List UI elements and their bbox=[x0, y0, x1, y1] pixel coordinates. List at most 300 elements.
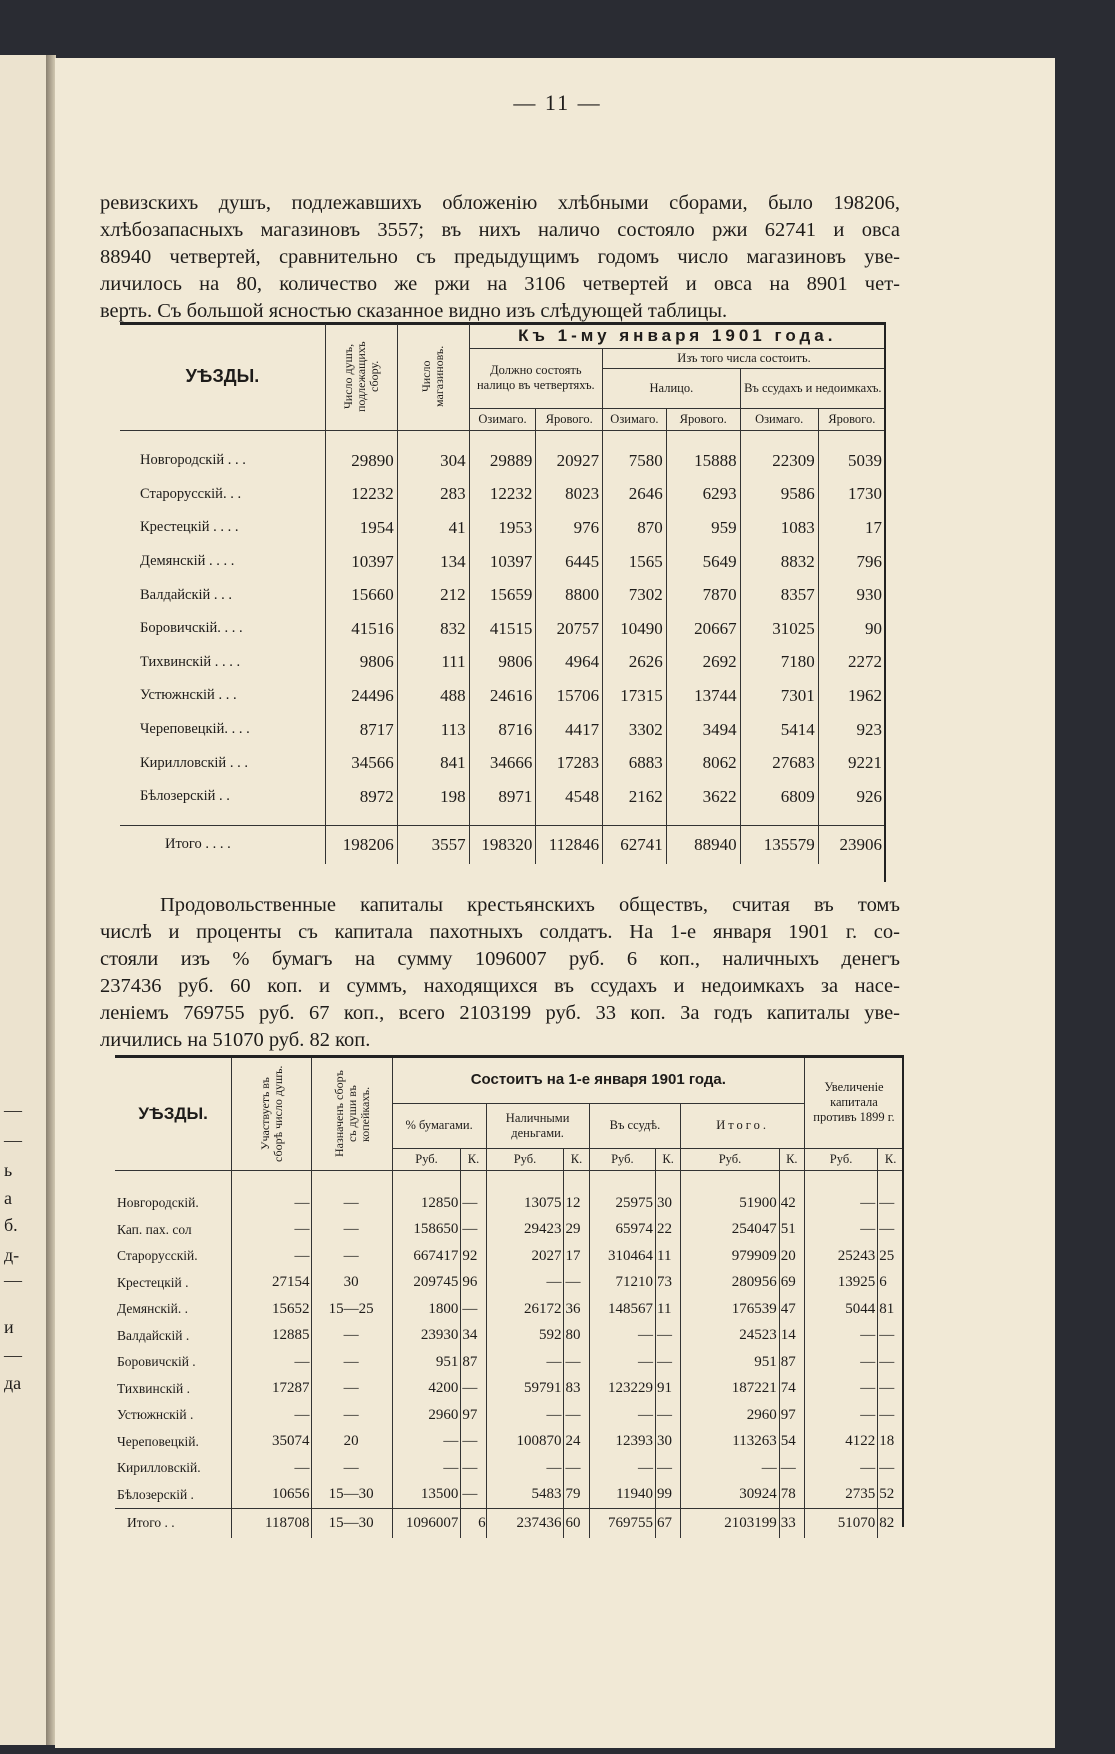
uezd-header: УѢЗДЫ. bbox=[115, 1058, 232, 1170]
table-cell: 24 bbox=[564, 1429, 589, 1456]
table-cell: — bbox=[656, 1323, 681, 1350]
table-cell: 23930 bbox=[392, 1323, 461, 1350]
table-cell: 11 bbox=[656, 1243, 681, 1270]
table-cell: — bbox=[486, 1270, 564, 1297]
table-cell: 36 bbox=[564, 1296, 589, 1323]
uezd-name: Кирилловскій . . . bbox=[140, 754, 248, 771]
table-row bbox=[115, 1296, 903, 1323]
table-cell: 69 bbox=[779, 1270, 804, 1297]
table-cell: — bbox=[461, 1190, 486, 1217]
left-fragment: и bbox=[4, 1317, 14, 1337]
table-row bbox=[115, 1376, 903, 1403]
table-cell: 979909 bbox=[681, 1243, 780, 1270]
left-fragment: — bbox=[4, 1345, 22, 1365]
table-cell: 796 bbox=[818, 545, 885, 579]
table-cell: — bbox=[232, 1243, 312, 1270]
table-cell: 113 bbox=[397, 713, 469, 747]
capital-table bbox=[115, 1058, 903, 1538]
left-fragment: ь bbox=[4, 1160, 13, 1180]
table-cell: 2960 bbox=[681, 1402, 780, 1429]
table-row bbox=[120, 444, 885, 478]
table-cell: — bbox=[878, 1455, 903, 1482]
table-cell: 18 bbox=[878, 1429, 903, 1456]
left-page-edge bbox=[0, 55, 49, 1745]
table-cell: — bbox=[589, 1455, 655, 1482]
table-cell: 9221 bbox=[818, 746, 885, 780]
table-cell: 1962 bbox=[818, 679, 885, 713]
table-cell: 5044 bbox=[804, 1296, 877, 1323]
uezd-name: Крестецкій . . . . bbox=[140, 519, 239, 536]
table-row bbox=[115, 1243, 903, 1270]
table-cell: 4417 bbox=[536, 713, 603, 747]
table-row bbox=[120, 478, 885, 512]
kop-header: К. bbox=[461, 1148, 486, 1170]
papers-header: % бумагами. bbox=[392, 1103, 486, 1148]
table-cell: 10656 bbox=[232, 1482, 312, 1509]
of-header: Изъ того числа состоитъ. bbox=[603, 348, 885, 368]
table-cell: — bbox=[656, 1402, 681, 1429]
table-cell: — bbox=[392, 1455, 461, 1482]
uezd-name: Бѣлозерскій . bbox=[117, 1486, 194, 1502]
table-cell: 97 bbox=[461, 1402, 486, 1429]
total-cell: 23906 bbox=[818, 826, 885, 864]
table-cell: 90 bbox=[818, 612, 885, 646]
table-cell: 10490 bbox=[603, 612, 667, 646]
table-cell: 17283 bbox=[536, 746, 603, 780]
table-cell: 1565 bbox=[603, 545, 667, 579]
table-cell: 65974 bbox=[589, 1217, 655, 1244]
incr-header: Увеличеніе капитала противъ 1899 г. bbox=[804, 1058, 903, 1148]
sub-header: Озимаго. bbox=[469, 408, 536, 430]
table-cell: 29 bbox=[564, 1217, 589, 1244]
table-cell: 976 bbox=[536, 511, 603, 545]
total-cell: 67 bbox=[656, 1508, 681, 1538]
table-cell: 6445 bbox=[536, 545, 603, 579]
table-cell: — bbox=[804, 1349, 877, 1376]
table-cell: 1800 bbox=[392, 1296, 461, 1323]
table-cell: — bbox=[312, 1243, 392, 1270]
table-cell: 283 bbox=[397, 478, 469, 512]
table-cell: 91 bbox=[656, 1376, 681, 1403]
uezd-name: Череповецкій. bbox=[117, 1433, 199, 1449]
text-line: хлѣбозапасныхъ магазиновъ 3557; въ нихъ наличо состояло ржи 62741 и овса bbox=[100, 219, 900, 241]
table-cell: 30 bbox=[312, 1270, 392, 1297]
table-cell: 42 bbox=[779, 1190, 804, 1217]
table-cell: 15—25 bbox=[312, 1296, 392, 1323]
table-cell: — bbox=[681, 1455, 780, 1482]
table-cell: — bbox=[486, 1349, 564, 1376]
table-cell: 2272 bbox=[818, 646, 885, 680]
table-cell: 12232 bbox=[325, 478, 397, 512]
sub-header: Озимаго. bbox=[740, 408, 818, 430]
sub-header: Ярового. bbox=[818, 408, 885, 430]
table-cell: 8357 bbox=[740, 578, 818, 612]
table-cell: — bbox=[232, 1217, 312, 1244]
table-cell: 187221 bbox=[681, 1376, 780, 1403]
text-line: 237436 руб. 60 коп. и суммъ, находящихся въ ссудахъ и недоимкахъ за насе- bbox=[100, 975, 900, 997]
table-cell: 25975 bbox=[589, 1190, 655, 1217]
table-cell: 22309 bbox=[740, 444, 818, 478]
table-cell: 123229 bbox=[589, 1376, 655, 1403]
text-line: стояли изъ % бумагъ на сумму 1096007 руб. 6 коп., наличныхъ денегъ bbox=[100, 948, 900, 970]
table-cell: 1730 bbox=[818, 478, 885, 512]
table-cell: 8832 bbox=[740, 545, 818, 579]
table-cell: 51 bbox=[779, 1217, 804, 1244]
table-cell: 7302 bbox=[603, 578, 667, 612]
kop-header: К. bbox=[564, 1148, 589, 1170]
table-cell: 8972 bbox=[325, 780, 397, 814]
table-cell: — bbox=[232, 1455, 312, 1482]
table-cell: 2162 bbox=[603, 780, 667, 814]
table-cell: — bbox=[461, 1482, 486, 1509]
table-row bbox=[120, 511, 885, 545]
table-cell: — bbox=[486, 1402, 564, 1429]
table-row bbox=[120, 713, 885, 747]
table-cell: 92 bbox=[461, 1243, 486, 1270]
table-cell: 27683 bbox=[740, 746, 818, 780]
table-cell: 2735 bbox=[804, 1482, 877, 1509]
table-cell: — bbox=[804, 1190, 877, 1217]
date-header: Къ 1-му января 1901 года. bbox=[469, 324, 885, 348]
table-cell: 280956 bbox=[681, 1270, 780, 1297]
table-cell: 51900 bbox=[681, 1190, 780, 1217]
kop-header: К. bbox=[878, 1148, 903, 1170]
table-cell: 41515 bbox=[469, 612, 536, 646]
table-cell: 254047 bbox=[681, 1217, 780, 1244]
table-cell: 4122 bbox=[804, 1429, 877, 1456]
table-cell: 35074 bbox=[232, 1429, 312, 1456]
table-cell: 29889 bbox=[469, 444, 536, 478]
uezd-name: Крестецкій . bbox=[117, 1274, 189, 1290]
table-cell: 4548 bbox=[536, 780, 603, 814]
table-cell: 8062 bbox=[666, 746, 740, 780]
table-cell: — bbox=[461, 1429, 486, 1456]
table-row bbox=[115, 1217, 903, 1244]
sub-header: Ярового. bbox=[666, 408, 740, 430]
table-cell: 12885 bbox=[232, 1323, 312, 1350]
table-cell: — bbox=[589, 1349, 655, 1376]
table-cell: 78 bbox=[779, 1482, 804, 1509]
table-cell: 870 bbox=[603, 511, 667, 545]
table-cell: 6883 bbox=[603, 746, 667, 780]
table-cell: 7301 bbox=[740, 679, 818, 713]
table-cell: 24523 bbox=[681, 1323, 780, 1350]
table-cell: 5039 bbox=[818, 444, 885, 478]
table-cell: 1953 bbox=[469, 511, 536, 545]
table-cell: 923 bbox=[818, 713, 885, 747]
rub-header: Руб. bbox=[392, 1148, 461, 1170]
table-cell: 8716 bbox=[469, 713, 536, 747]
uezd-name: Старорусскій. bbox=[117, 1248, 198, 1264]
table-cell: — bbox=[312, 1190, 392, 1217]
table-cell: 13744 bbox=[666, 679, 740, 713]
table-cell: 6809 bbox=[740, 780, 818, 814]
table-cell: 12 bbox=[564, 1190, 589, 1217]
table1-total-row bbox=[120, 826, 885, 864]
uezd-name: Череповецкій. . . . bbox=[140, 721, 250, 738]
kop-header: К. bbox=[656, 1148, 681, 1170]
total-cell: 51070 bbox=[804, 1508, 877, 1538]
total-cell: 82 bbox=[878, 1508, 903, 1538]
table-cell: — bbox=[232, 1190, 312, 1217]
table-cell: 99 bbox=[656, 1482, 681, 1509]
text-line: верть. Съ большой ясностью сказанное видно изъ слѣдующей таблицы. bbox=[100, 300, 728, 322]
table-cell: — bbox=[312, 1455, 392, 1482]
total-cell: 135579 bbox=[740, 826, 818, 864]
text-line: леніемъ 769755 руб. 67 коп., всего 2103199 руб. 33 коп. За годъ капиталы уве- bbox=[100, 1002, 900, 1024]
uezd-header: УѢЗДЫ. bbox=[120, 324, 325, 430]
table-cell: 209745 bbox=[392, 1270, 461, 1297]
table1-right-rule bbox=[884, 322, 886, 882]
uezd-name: Устюжнскій . bbox=[117, 1407, 194, 1423]
table-cell: 96 bbox=[461, 1270, 486, 1297]
uezd-name: Тихвинскій . . . . bbox=[140, 653, 241, 670]
table-cell: 47 bbox=[779, 1296, 804, 1323]
table-cell: 25 bbox=[878, 1243, 903, 1270]
table-cell: — bbox=[589, 1323, 655, 1350]
table-cell: — bbox=[804, 1323, 877, 1350]
uezd-name: Тихвинскій . bbox=[117, 1380, 190, 1396]
left-fragment: да bbox=[4, 1373, 22, 1393]
table-row bbox=[115, 1323, 903, 1350]
table-cell: — bbox=[461, 1217, 486, 1244]
total-label: Итого . . bbox=[127, 1515, 175, 1531]
table-cell: 5414 bbox=[740, 713, 818, 747]
table-cell: 73 bbox=[656, 1270, 681, 1297]
left-fragment: — bbox=[4, 1100, 22, 1120]
table-cell: 12232 bbox=[469, 478, 536, 512]
table-cell: 52 bbox=[878, 1482, 903, 1509]
table-cell: 17 bbox=[818, 511, 885, 545]
loans-header: Въ ссудахъ и недоимкахъ. bbox=[740, 368, 885, 408]
table-cell: — bbox=[804, 1376, 877, 1403]
table-cell: 198 bbox=[397, 780, 469, 814]
table-cell: 930 bbox=[818, 578, 885, 612]
total-cell: 198320 bbox=[469, 826, 536, 864]
table-cell: 926 bbox=[818, 780, 885, 814]
rate-header: Назначенъ сборъ съ души въ копейкахъ. bbox=[312, 1058, 392, 1170]
table-cell: — bbox=[564, 1402, 589, 1429]
table-cell: 488 bbox=[397, 679, 469, 713]
table-cell: 13075 bbox=[486, 1190, 564, 1217]
table-cell: — bbox=[312, 1323, 392, 1350]
table-cell: 3302 bbox=[603, 713, 667, 747]
table-cell: 11 bbox=[656, 1296, 681, 1323]
table-cell: 8717 bbox=[325, 713, 397, 747]
table-cell: 212 bbox=[397, 578, 469, 612]
table-cell: 41 bbox=[397, 511, 469, 545]
table-cell: 34 bbox=[461, 1323, 486, 1350]
table-cell: 17 bbox=[564, 1243, 589, 1270]
table-cell: — bbox=[656, 1455, 681, 1482]
table-cell: — bbox=[804, 1217, 877, 1244]
table-cell: 26172 bbox=[486, 1296, 564, 1323]
table-cell: 3622 bbox=[666, 780, 740, 814]
table-cell: 12850 bbox=[392, 1190, 461, 1217]
uezd-name: Устюжнскій . . . bbox=[140, 687, 237, 704]
due-header: Должно состоять налицо въ четвертяхъ. bbox=[469, 348, 602, 408]
table-cell: 10397 bbox=[325, 545, 397, 579]
cash-header: Наличными деньгами. bbox=[486, 1103, 589, 1148]
table-cell: — bbox=[804, 1455, 877, 1482]
table-cell: 87 bbox=[779, 1349, 804, 1376]
total-cell: 33 bbox=[779, 1508, 804, 1538]
table-row bbox=[120, 612, 885, 646]
table2-right-rule bbox=[902, 1055, 904, 1527]
table-cell: 34666 bbox=[469, 746, 536, 780]
table-cell: 20757 bbox=[536, 612, 603, 646]
table-cell: 29890 bbox=[325, 444, 397, 478]
table-cell: 22 bbox=[656, 1217, 681, 1244]
table-cell: 841 bbox=[397, 746, 469, 780]
table-cell: 34566 bbox=[325, 746, 397, 780]
uezd-name: Валдайскій . bbox=[117, 1327, 190, 1343]
table-row bbox=[115, 1482, 903, 1509]
total-cell: 88940 bbox=[666, 826, 740, 864]
table-cell: 24496 bbox=[325, 679, 397, 713]
rub-header: Руб. bbox=[589, 1148, 655, 1170]
table-cell: 3494 bbox=[666, 713, 740, 747]
rub-header: Руб. bbox=[804, 1148, 877, 1170]
table-cell: — bbox=[878, 1323, 903, 1350]
table-cell: — bbox=[878, 1190, 903, 1217]
table-cell: 7870 bbox=[666, 578, 740, 612]
total-cell: 769755 bbox=[589, 1508, 655, 1538]
table-cell: 15659 bbox=[469, 578, 536, 612]
table-cell: 29423 bbox=[486, 1217, 564, 1244]
grain-table bbox=[120, 324, 885, 864]
table-cell: 24616 bbox=[469, 679, 536, 713]
table-cell: 2646 bbox=[603, 478, 667, 512]
left-fragment: б. bbox=[4, 1215, 18, 1235]
stores-header: Число магазиновъ. bbox=[397, 324, 469, 430]
uezd-name: Старорусскій. . . bbox=[140, 485, 242, 502]
table2-total-row bbox=[115, 1508, 903, 1538]
table-cell: — bbox=[804, 1402, 877, 1429]
table-cell: 20927 bbox=[536, 444, 603, 478]
table-cell: 2626 bbox=[603, 646, 667, 680]
table-cell: 592 bbox=[486, 1323, 564, 1350]
uezd-name: Кирилловскій. bbox=[117, 1460, 201, 1476]
table-cell: 959 bbox=[666, 511, 740, 545]
table-cell: — bbox=[564, 1349, 589, 1376]
table-cell: 4200 bbox=[392, 1376, 461, 1403]
table-cell: — bbox=[392, 1429, 461, 1456]
uezd-name: Бѣлозерскій . . bbox=[140, 788, 230, 805]
total-cell: 237436 bbox=[486, 1508, 564, 1538]
part-header: Участвуетъ въ сборѣ число душъ. bbox=[232, 1058, 312, 1170]
uezd-name: Демянскій. . bbox=[117, 1301, 188, 1317]
table-row bbox=[120, 545, 885, 579]
table-row bbox=[115, 1190, 903, 1217]
table-cell: 134 bbox=[397, 545, 469, 579]
table-cell: 148567 bbox=[589, 1296, 655, 1323]
table-cell: 83 bbox=[564, 1376, 589, 1403]
table-cell: 9806 bbox=[325, 646, 397, 680]
table-cell: — bbox=[878, 1402, 903, 1429]
loans-header: Въ ссудѣ. bbox=[589, 1103, 681, 1148]
table-cell: 100870 bbox=[486, 1429, 564, 1456]
table-row bbox=[115, 1455, 903, 1482]
page-number: — 11 — bbox=[513, 90, 602, 115]
text-line: личилось на 80, количество же ржи на 3106 четвертей и овса на 8901 чет- bbox=[100, 273, 900, 295]
table-cell: 8800 bbox=[536, 578, 603, 612]
total-cell: 3557 bbox=[397, 826, 469, 864]
total-header: Итого. bbox=[681, 1103, 805, 1148]
uezd-name: Валдайскій . . . bbox=[140, 586, 233, 603]
table-cell: 8023 bbox=[536, 478, 603, 512]
table-cell: 2027 bbox=[486, 1243, 564, 1270]
kop-header: К. bbox=[779, 1148, 804, 1170]
text-line: Продовольственные капиталы крестьянскихъ обществъ, считая въ томъ bbox=[160, 894, 900, 916]
table-cell: 113263 bbox=[681, 1429, 780, 1456]
present-header: Налицо. bbox=[603, 368, 741, 408]
table-cell: 8971 bbox=[469, 780, 536, 814]
table-cell: 12393 bbox=[589, 1429, 655, 1456]
uezd-name: Боровичскій. . . . bbox=[140, 620, 243, 637]
table-row bbox=[120, 679, 885, 713]
uezd-name: Новгородскій . . . bbox=[140, 452, 246, 469]
table-cell: 15—30 bbox=[312, 1482, 392, 1509]
uezd-name: Демянскій . . . . bbox=[140, 553, 235, 570]
souls-header: Число душъ, подлежащихъ сбору. bbox=[325, 324, 397, 430]
sub-header: Озимаго. bbox=[603, 408, 667, 430]
table-cell: 667417 bbox=[392, 1243, 461, 1270]
table-cell: — bbox=[312, 1376, 392, 1403]
table-cell: 15652 bbox=[232, 1296, 312, 1323]
table-cell: 54 bbox=[779, 1429, 804, 1456]
table-cell: 15706 bbox=[536, 679, 603, 713]
table-cell: 71210 bbox=[589, 1270, 655, 1297]
text-line: 88940 четвертей, сравнительно съ предыдущимъ годомъ число магазиновъ уве- bbox=[100, 246, 900, 268]
table-cell: — bbox=[564, 1455, 589, 1482]
table-cell: — bbox=[589, 1402, 655, 1429]
table-cell: 2692 bbox=[666, 646, 740, 680]
state-header: Состоитъ на 1-е января 1901 года. bbox=[392, 1058, 804, 1103]
uezd-name: Новгородскій. bbox=[117, 1195, 199, 1211]
table-row bbox=[115, 1429, 903, 1456]
table-cell: 27154 bbox=[232, 1270, 312, 1297]
table-cell: 111 bbox=[397, 646, 469, 680]
total-cell: 118708 bbox=[232, 1508, 312, 1538]
table-cell: 4964 bbox=[536, 646, 603, 680]
table-cell: 13925 bbox=[804, 1270, 877, 1297]
table-cell: 11940 bbox=[589, 1482, 655, 1509]
table-row bbox=[115, 1402, 903, 1429]
table-cell: — bbox=[656, 1349, 681, 1376]
table-cell: — bbox=[878, 1349, 903, 1376]
table-cell: 74 bbox=[779, 1376, 804, 1403]
table-cell: 17315 bbox=[603, 679, 667, 713]
table-cell: 59791 bbox=[486, 1376, 564, 1403]
table-cell: 9586 bbox=[740, 478, 818, 512]
table-cell: 81 bbox=[878, 1296, 903, 1323]
table-cell: — bbox=[461, 1296, 486, 1323]
rub-header: Руб. bbox=[486, 1148, 564, 1170]
table-cell: 304 bbox=[397, 444, 469, 478]
table-cell: 15660 bbox=[325, 578, 397, 612]
table-cell: — bbox=[312, 1402, 392, 1429]
table-cell: 7580 bbox=[603, 444, 667, 478]
table-cell: — bbox=[461, 1376, 486, 1403]
table-cell: — bbox=[232, 1402, 312, 1429]
table-cell: 79 bbox=[564, 1482, 589, 1509]
uezd-name: Боровичскій . bbox=[117, 1354, 196, 1370]
rub-header: Руб. bbox=[681, 1148, 780, 1170]
table-cell: 5649 bbox=[666, 545, 740, 579]
table-cell: 15888 bbox=[666, 444, 740, 478]
table-cell: 87 bbox=[461, 1349, 486, 1376]
